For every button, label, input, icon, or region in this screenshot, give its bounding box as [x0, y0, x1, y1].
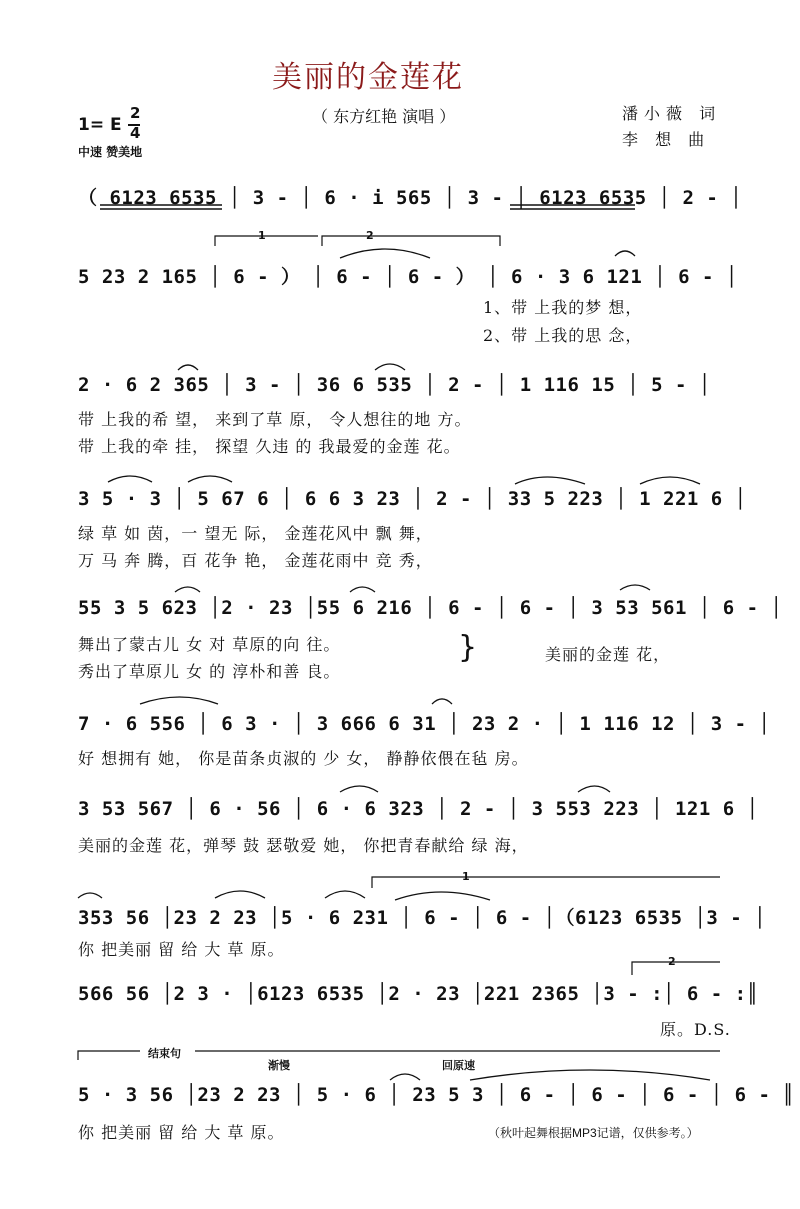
- lyric-row-6: 好 想拥有 她， 你是苗条贞淑的 少 女， 静静依偎在毡 房。: [78, 749, 529, 768]
- ritardando-label: 渐慢: [268, 1059, 290, 1072]
- score-row-9: 566 56 │2 3 · │6123 6535 │2 · 23 │221 2365 │3 - :│ 6 - :║: [78, 983, 759, 1005]
- score-row-8: 353 56 │23 2 23 │5 · 6 231 │ 6 - │ 6 - │（6123 6535 │3 - │: [78, 907, 767, 929]
- volta-bracket-2: [322, 236, 500, 246]
- lyric-row-2-verse-1: 1、带 上我的梦 想，: [483, 298, 643, 317]
- slur: [395, 892, 490, 900]
- time-signature-bottom: 4: [130, 124, 141, 142]
- slur: [390, 1074, 420, 1080]
- slur: [188, 476, 232, 482]
- volta-2-label-row-9: 2: [668, 955, 676, 968]
- subtitle: （ 东方红艳 演唱 ）: [312, 107, 456, 126]
- slur: [350, 587, 375, 592]
- slur: [108, 476, 152, 482]
- transcription-note: （秋叶起舞根据MP3记谱，仅供参考。）: [488, 1126, 699, 1140]
- lyric-row-9: 原。D.S.: [660, 1020, 731, 1039]
- lyric-row-7: 美丽的金莲 花，弹琴 鼓 瑟敬爱 她， 你把青春献给 绿 海，: [78, 836, 529, 855]
- underline-group: [100, 205, 635, 209]
- slur: [340, 249, 430, 258]
- volta-bracket-row-9: [632, 962, 720, 975]
- time-signature-top: 2: [130, 104, 141, 122]
- a-tempo-label: 回原速: [442, 1059, 475, 1072]
- lyric-row-4-verse-2: 万 马 奔 腾，百 花争 艳， 金莲花雨中 竞 秀，: [78, 551, 433, 570]
- slur: [620, 585, 650, 590]
- lyric-row-8: 你 把美丽 留 给 大 草 原。: [78, 940, 285, 959]
- volta-bracket-row-8: [372, 877, 720, 888]
- slur: [175, 587, 200, 592]
- volta-1-label-row-8: 1: [462, 870, 470, 883]
- score-row-7: 3 53 567 │ 6 · 56 │ 6 · 6 323 │ 2 - │ 3 553 223 │ 121 6 │: [78, 798, 759, 820]
- lyric-row-10: 你 把美丽 留 给 大 草 原。: [78, 1123, 285, 1142]
- lyric-row-5-verse-1: 舞出了蒙古儿 女 对 草原的向 往。: [78, 635, 341, 654]
- slur: [432, 699, 452, 704]
- slur: [140, 697, 218, 704]
- lyric-row-5-side: 美丽的金莲 花，: [545, 645, 671, 664]
- slur: [340, 786, 378, 792]
- brace: }: [458, 630, 478, 665]
- tempo-marking: 中速 赞美地: [78, 145, 143, 159]
- score-row-2: 5 23 2 165 │ 6 - ） │ 6 - │ 6 - ） │ 6 · 3 6 121 │ 6 - │: [78, 266, 738, 288]
- slur: [470, 1070, 710, 1080]
- score-row-10: 5 · 3 56 │23 2 23 │ 5 · 6 │ 23 5 3 │ 6 - │ 6 - │ 6 - │ 6 - ║: [78, 1084, 795, 1106]
- lyric-row-5-verse-2: 秀出了草原儿 女 的 淳朴和善 良。: [78, 662, 341, 681]
- slur: [325, 891, 365, 898]
- volta-bracket-1: [215, 236, 318, 246]
- slur: [640, 477, 700, 484]
- score-row-5: 55 3 5 623 │2 · 23 │55 6 216 │ 6 - │ 6 - │ 3 53 561 │ 6 - │: [78, 597, 783, 619]
- slur: [215, 891, 265, 898]
- slur: [578, 786, 610, 792]
- volta-2-label: 2: [366, 229, 374, 242]
- slur: [178, 365, 198, 370]
- volta-1-label: 1: [258, 229, 266, 242]
- slur: [515, 477, 585, 484]
- score-row-1: （ 6123 6535 │ 3 - │ 6 · i 565 │ 3 - │ 6123 6535 │ 2 - │: [78, 187, 743, 209]
- lyricist-credit: 潘小薇 词: [622, 104, 722, 123]
- composer-credit: 李 想 曲: [622, 130, 711, 149]
- score-row-4: 3 5 · 3 │ 5 67 6 │ 6 6 3 23 │ 2 - │ 33 5 223 │ 1 221 6 │: [78, 488, 747, 510]
- slur: [615, 251, 635, 256]
- slur: [78, 893, 102, 898]
- lyric-row-2-verse-2: 2、带 上我的思 念，: [483, 326, 643, 345]
- lyric-row-3-verse-2: 带 上我的牵 挂， 探望 久违 的 我最爱的金莲 花。: [78, 437, 461, 456]
- score-row-6: 7 · 6 556 │ 6 3 · │ 3 666 6 31 │ 23 2 · │ 1 116 12 │ 3 - │: [78, 713, 771, 735]
- page-title: 美丽的金莲花: [272, 60, 464, 95]
- key-signature: 1= E: [78, 115, 122, 135]
- coda-bracket: [78, 1051, 140, 1060]
- score-row-3: 2 · 6 2 365 │ 3 - │ 36 6 535 │ 2 - │ 1 116 15 │ 5 - │: [78, 374, 711, 396]
- lyric-row-4-verse-1: 绿 草 如 茵，一 望无 际， 金莲花风中 飘 舞，: [78, 524, 433, 543]
- coda-label: 结束句: [148, 1047, 181, 1060]
- lyric-row-3-verse-1: 带 上我的希 望， 来到了草 原， 令人想往的地 方。: [78, 410, 472, 429]
- slur: [375, 364, 405, 370]
